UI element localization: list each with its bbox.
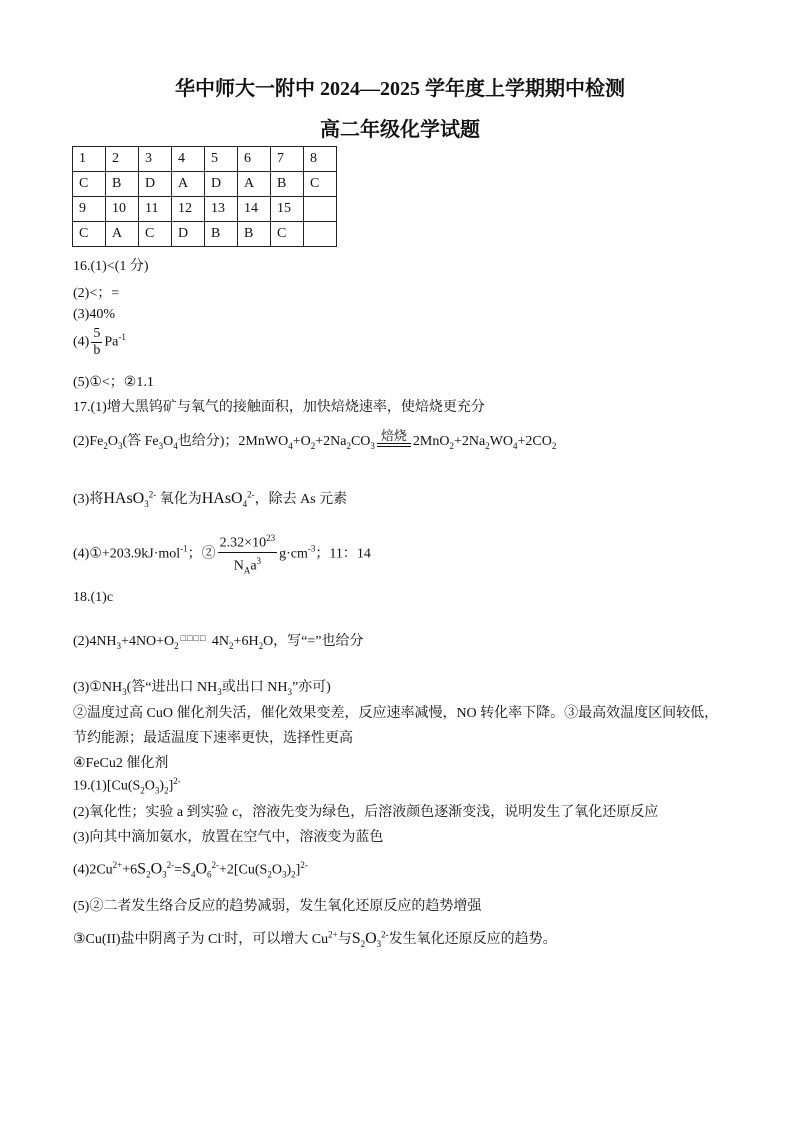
table-cell: A <box>106 222 139 247</box>
text: 2MnO <box>412 434 450 449</box>
condition-boxes: □□□□ <box>180 632 207 643</box>
subscript: 6 <box>207 869 212 880</box>
subscript: 3 <box>154 785 160 796</box>
text: ；11：14 <box>315 546 371 562</box>
subscript: 4 <box>190 869 196 880</box>
table-cell: 10 <box>106 197 139 222</box>
text: (答 Fe <box>122 434 159 449</box>
text: +6H <box>233 634 259 649</box>
superscript: 2- <box>247 489 255 500</box>
text: O <box>271 862 282 878</box>
superscript: 2- <box>148 489 157 500</box>
superscript: 2- <box>173 776 181 786</box>
text: (3)将 <box>73 492 104 507</box>
table-cell: 15 <box>271 197 304 222</box>
q16-part4 <box>73 326 126 359</box>
text: (4)2Cu <box>73 862 113 878</box>
table-cell: D <box>205 172 238 197</box>
subscript: 2 <box>346 440 351 451</box>
denominator <box>218 553 277 578</box>
text: O，写“=”也给分 <box>263 634 364 649</box>
table-cell: 8 <box>304 147 337 172</box>
equals-sign <box>377 443 411 447</box>
text: ) <box>286 862 292 878</box>
text: ，除去 As 元素 <box>254 492 348 507</box>
text: (3)①NH <box>73 680 123 695</box>
text: +2Na <box>453 434 486 449</box>
table-cell: 3 <box>139 147 172 172</box>
subscript: 3 <box>370 440 375 451</box>
q18-part3 <box>73 676 331 697</box>
text: (4)①+203.9kJ·mol <box>73 546 181 562</box>
table-cell: C <box>73 222 106 247</box>
subscript: 4 <box>513 440 518 451</box>
text: ] <box>295 862 301 878</box>
text: (答“进出口 NH <box>126 680 218 695</box>
condition-text: 焙烧 <box>380 427 407 443</box>
q19-part3: (3)向其中滴加氨水，放置在空气中，溶液变为蓝色 <box>73 830 384 845</box>
table-row <box>73 197 337 222</box>
superscript: 2- <box>211 860 219 870</box>
superscript: 2- <box>300 860 308 870</box>
text: ) <box>159 778 165 794</box>
table-cell: 4 <box>172 147 205 172</box>
superscript: -3 <box>307 543 316 554</box>
text: 19.(1)[Cu(S <box>73 778 141 794</box>
q17-part4 <box>73 530 371 578</box>
q16-part1: 16.(1)<(1 分) <box>73 259 149 274</box>
formula: S <box>137 860 147 878</box>
subscript: 2 <box>360 938 366 949</box>
table-cell: 6 <box>238 147 271 172</box>
unit: Pa <box>104 334 119 350</box>
q19-part4 <box>73 860 308 879</box>
subscript: 2 <box>140 785 145 796</box>
q16-part3: (3)40% <box>73 307 115 322</box>
table-cell: C <box>139 222 172 247</box>
fraction <box>218 530 277 578</box>
exponent: -1 <box>118 332 126 343</box>
q18-part3-line3: 节约能源；最适温度下速率更快，选择性更高 <box>73 731 353 746</box>
subscript: 2 <box>267 869 272 880</box>
formula: O <box>195 860 207 878</box>
subscript: 2 <box>291 869 296 880</box>
subscript: 3 <box>287 686 292 697</box>
text: +6 <box>122 862 138 878</box>
table-cell: B <box>238 222 271 247</box>
text: ③Cu(II)盐中阴离子为 Cl <box>73 932 222 947</box>
text: 与 <box>337 932 352 947</box>
table-cell: 7 <box>271 147 304 172</box>
table-cell: 2 <box>106 147 139 172</box>
formula: HAsO <box>103 490 145 507</box>
text: 2.32×10 <box>219 535 267 551</box>
subscript: 2 <box>164 785 169 796</box>
table-cell <box>304 222 337 247</box>
text: WO <box>489 434 514 449</box>
q18-part3-line4: ④FeCu2 催化剂 <box>73 756 169 771</box>
q16-part2: (2)<；= <box>73 286 120 301</box>
document-subtitle: 高二年级化学试题 <box>320 119 480 141</box>
table-cell: 13 <box>205 197 238 222</box>
subscript: 3 <box>144 498 149 509</box>
table-cell: 1 <box>73 147 106 172</box>
superscript: -1 <box>180 543 188 554</box>
q19-part5: (5)②二者发生络合反应的趋势减弱，发生氧化还原反应的趋势增强 <box>73 899 482 914</box>
formula: O <box>150 860 163 878</box>
superscript: 2- <box>166 860 175 870</box>
denominator: b <box>93 343 101 358</box>
q19-part1 <box>73 776 181 795</box>
subscript: 4 <box>288 440 293 451</box>
text: +2CO <box>517 434 552 449</box>
superscript: 2- <box>381 929 389 940</box>
subscript: 3 <box>158 440 164 451</box>
text: 时，可以增大 Cu <box>224 932 329 947</box>
table-cell: 12 <box>172 197 205 222</box>
text: O <box>163 434 174 449</box>
text: 发生氧化还原反应的趋势。 <box>388 932 557 947</box>
subscript: 2 <box>485 440 490 451</box>
text: CO <box>350 434 371 449</box>
q18-part3-line2: ②温度过高 CuO 催化剂失活，催化效果变差，反应速率减慢，NO 转化率下降。③最高效温度区间较低， <box>73 706 719 721</box>
text: +2[Cu(S <box>219 862 268 878</box>
q19-part2: (2)氧化性；实验 a 到实验 c，溶液先变为绿色，后溶液颜色逐渐变浅，说明发生了氧化还原反应 <box>73 805 659 820</box>
superscript: 2+ <box>328 929 338 940</box>
table-cell <box>304 197 337 222</box>
subscript: 2 <box>310 440 316 451</box>
table-cell: A <box>172 172 205 197</box>
subscript: 2 <box>174 640 179 651</box>
table-cell: D <box>172 222 205 247</box>
subscript: 2 <box>229 640 234 651</box>
formula: S <box>182 860 191 878</box>
subscript: 3 <box>281 869 287 880</box>
table-cell: B <box>271 172 304 197</box>
superscript: 23 <box>266 533 276 543</box>
superscript: 2+ <box>112 860 123 870</box>
text: (2)4NH <box>73 634 117 649</box>
q18-part2 <box>73 630 364 651</box>
numerator <box>218 530 277 553</box>
table-cell: 14 <box>238 197 271 222</box>
table-row <box>73 222 337 247</box>
table-cell: C <box>304 172 337 197</box>
text: O <box>107 434 118 449</box>
text: N <box>233 558 244 574</box>
subscript: 3 <box>122 686 127 697</box>
subscript: 2 <box>449 440 454 451</box>
subscript: 3 <box>162 869 167 880</box>
q16-part5: (5)①<；②1.1 <box>73 375 154 390</box>
text: +O <box>292 434 311 449</box>
q17-part1: 17.(1)增大黑钨矿与氧气的接触面积，加快焙烧速率，使焙烧更充分 <box>73 400 485 415</box>
text: (2)Fe <box>73 434 104 449</box>
table-cell: 9 <box>73 197 106 222</box>
q17-part3 <box>73 488 347 509</box>
formula: S <box>351 930 361 947</box>
q19-part6 <box>73 928 557 949</box>
subscript: 3 <box>217 686 222 697</box>
table-row <box>73 172 337 197</box>
table-cell: B <box>106 172 139 197</box>
text: +4NO+O <box>121 634 175 649</box>
subscript: 3 <box>116 640 122 651</box>
text: a <box>250 558 257 574</box>
table-cell: 11 <box>139 197 172 222</box>
text: O <box>144 778 155 794</box>
subscript: 2 <box>103 440 108 451</box>
superscript: 3 <box>256 555 262 566</box>
table-cell: D <box>139 172 172 197</box>
text: 或出口 NH <box>221 680 288 695</box>
subscript: 4 <box>173 440 178 451</box>
text: ；② <box>187 546 216 562</box>
subscript: 2 <box>146 869 151 880</box>
subscript: 3 <box>376 938 382 949</box>
text: = <box>174 862 183 878</box>
superscript: - <box>221 929 225 940</box>
table-cell: 5 <box>205 147 238 172</box>
formula: HAsO <box>201 490 243 507</box>
text: +2Na <box>315 434 347 449</box>
table-row <box>73 147 337 172</box>
label: (4) <box>73 334 90 350</box>
q18-part1: 18.(1)c <box>73 590 114 605</box>
reaction-condition <box>377 429 411 447</box>
subscript: 2 <box>258 640 264 651</box>
formula: O <box>365 930 377 947</box>
subscript: 2 <box>551 440 557 451</box>
table-cell: A <box>238 172 271 197</box>
text: ”亦可) <box>291 680 331 695</box>
fraction <box>91 326 102 359</box>
unit: g·cm <box>279 546 308 562</box>
numerator: 5 <box>93 326 101 341</box>
subscript: 4 <box>242 498 248 509</box>
table-cell: C <box>271 222 304 247</box>
reaction-condition <box>181 633 207 643</box>
text: 氧化为 <box>159 492 202 507</box>
subscript: 3 <box>117 440 123 451</box>
text: ] <box>168 778 174 794</box>
text: 4N <box>211 634 230 649</box>
table-cell: B <box>205 222 238 247</box>
q17-part2 <box>73 427 557 451</box>
subscript: A <box>243 565 251 576</box>
text: 也给分)；2MnWO <box>177 434 289 449</box>
document-title: 华中师大一附中 2024—2025 学年度上学期期中检测 <box>175 78 625 100</box>
table-cell: C <box>73 172 106 197</box>
answer-table <box>72 146 337 247</box>
